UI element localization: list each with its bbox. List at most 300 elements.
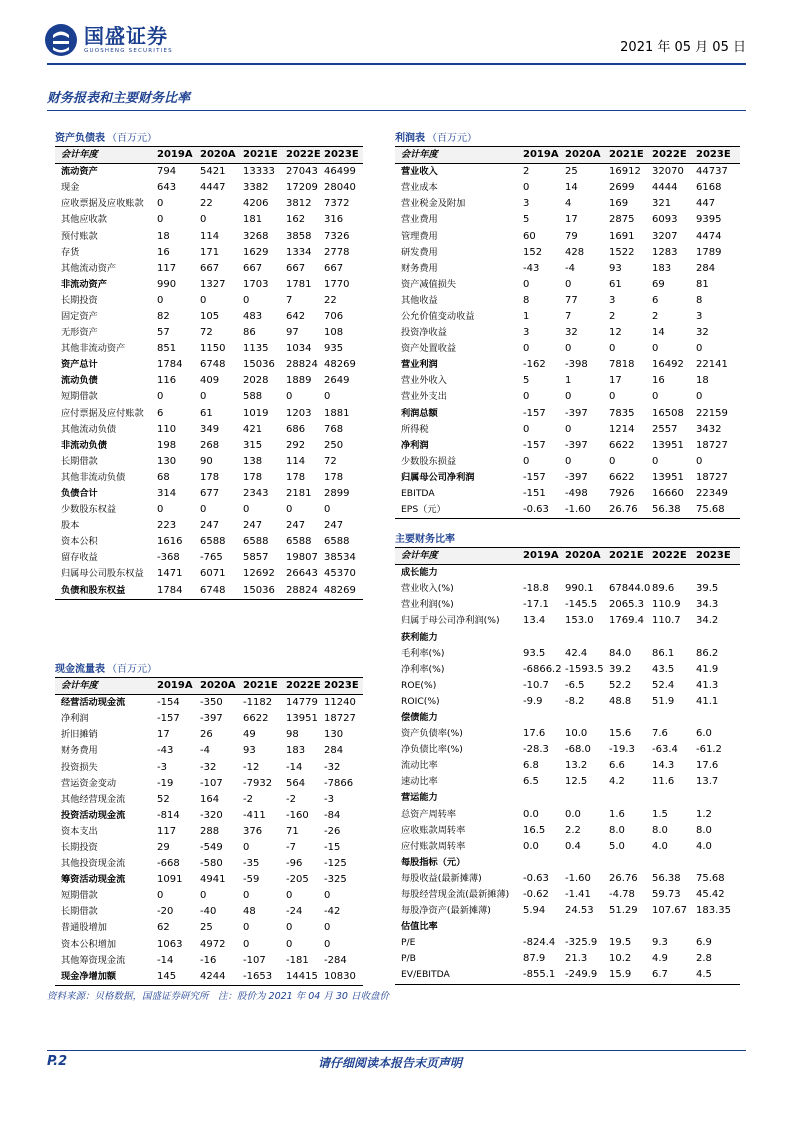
cell-value: -4 (565, 262, 575, 274)
cell-value: 667 (324, 262, 344, 274)
cell-value: 110.9 (652, 599, 681, 611)
cell-value: 81 (696, 278, 709, 290)
row-label: 投资净收益 (401, 327, 447, 339)
table-row (395, 212, 740, 228)
cell-value (523, 790, 565, 806)
cell-value: 98 (286, 729, 299, 741)
header-label: 会计年度 (395, 147, 523, 164)
cell-value (696, 710, 740, 726)
cell-value: 0 (523, 278, 530, 290)
cell-value: 117 (157, 825, 177, 837)
cell-value: 2 (523, 166, 530, 178)
cell-value: 247 (324, 520, 344, 532)
year-header: 2022E (652, 548, 696, 565)
cell-value: 4.2 (609, 776, 625, 788)
cell-value: 13951 (652, 471, 684, 483)
row-label: 营运能力 (401, 792, 438, 804)
cell-value: 0 (157, 214, 164, 226)
cell-value: 1784 (157, 583, 200, 600)
cell-value: 2778 (324, 246, 350, 258)
table-row (395, 935, 740, 951)
table-row (55, 454, 363, 470)
cell-value: 26 (200, 729, 213, 741)
row-label: 现金净增加额 (55, 969, 157, 986)
cell-value: -14 (157, 954, 174, 966)
table-row (395, 228, 740, 244)
cell-value (609, 710, 652, 726)
row-label: 负债合计 (61, 488, 98, 500)
cell-value: 667 (243, 262, 263, 274)
cell-value: 851 (157, 343, 177, 355)
table-row (55, 840, 363, 856)
cell-value (609, 629, 652, 645)
cell-value: 16912 (609, 166, 641, 178)
row-label: 营业费用 (401, 214, 438, 226)
table-row (55, 888, 363, 904)
cell-value: 0 (652, 343, 659, 355)
cell-value: 6622 (243, 713, 269, 725)
cell-value: 7372 (324, 198, 350, 210)
cell-value: 22141 (696, 359, 728, 371)
table-row (55, 550, 363, 566)
cell-value: 22 (200, 198, 213, 210)
row-label: 净利润 (401, 439, 429, 451)
cell-value: 316 (324, 214, 344, 226)
cell-value: 22349 (696, 488, 728, 500)
cell-value: 9.3 (652, 937, 668, 949)
header-label: 会计年度 (395, 548, 523, 565)
row-label: 财务费用 (401, 262, 438, 274)
cell-value: 4.9 (652, 953, 668, 965)
row-label: ROE(%) (401, 679, 437, 691)
year-header: 2019A (157, 678, 200, 695)
cell-value: 1781 (286, 278, 312, 290)
cell-value: 0 (157, 391, 164, 403)
row-label: 少数股东损益 (401, 455, 457, 467)
cell-value (652, 710, 696, 726)
table-row (55, 228, 363, 244)
table-row (55, 341, 363, 357)
cell-value: 41.1 (696, 695, 719, 707)
cell-value: 178 (243, 471, 263, 483)
cell-value: -1593.5 (565, 663, 604, 675)
cell-value: 1150 (200, 343, 226, 355)
cell-value: 0 (696, 343, 703, 355)
cell-value: -498 (565, 488, 588, 500)
cell-value: 3 (609, 294, 616, 306)
cell-value: 3207 (652, 230, 678, 242)
income-statement-table (395, 130, 740, 519)
cell-value: 1327 (200, 278, 226, 290)
cell-value: 0 (609, 343, 616, 355)
cell-value (523, 710, 565, 726)
cell-value: 183.35 (696, 905, 731, 917)
cell-value (609, 919, 652, 935)
row-label: 固定资产 (61, 310, 98, 322)
cell-value: 16.5 (523, 824, 546, 836)
row-label: 其他非流动负债 (61, 471, 126, 483)
row-label: 每股收益(最新摊薄) (401, 872, 482, 884)
table-row (55, 438, 363, 454)
row-label: 营业利润 (401, 359, 438, 371)
row-label: 每股经营现金流(最新摊薄) (401, 889, 510, 901)
cell-value: 0 (523, 423, 530, 435)
table-row (55, 824, 363, 840)
row-label: 其他投资现金流 (61, 858, 126, 870)
table-row (395, 293, 740, 309)
cell-value: 1135 (243, 343, 269, 355)
cell-value: 0 (565, 343, 572, 355)
cell-value: 86.2 (696, 647, 719, 659)
cell-value: 0 (565, 278, 572, 290)
header-divider (47, 63, 746, 65)
cell-value: 0 (286, 890, 293, 902)
row-label: P/E (401, 937, 416, 949)
row-label: ROIC(%) (401, 695, 440, 707)
row-label: 归属母公司股东权益 (61, 568, 144, 580)
logo-name-en: GUOSHENG SECURITIES (84, 48, 173, 54)
cell-value: 3268 (243, 230, 269, 242)
cell-value (609, 790, 652, 806)
row-label: 短期借款 (61, 890, 98, 902)
cell-value: 0 (157, 504, 164, 516)
cell-value: 51.29 (609, 905, 638, 917)
cell-value: 1691 (609, 230, 635, 242)
cell-value: 7.6 (652, 728, 668, 740)
cell-value: 12.5 (565, 776, 588, 788)
cell-value: -1.60 (565, 872, 591, 884)
cell-value: 2.8 (696, 953, 712, 965)
row-label: 资本公积 (61, 536, 98, 548)
cell-value: 6748 (200, 359, 226, 371)
table-row (395, 887, 740, 903)
row-label: 长期投资 (61, 841, 98, 853)
cell-value: 18727 (696, 471, 728, 483)
cell-value: 59.73 (652, 889, 681, 901)
cell-value: 16 (652, 375, 665, 387)
table-row (55, 920, 363, 936)
row-label: 每股净资产(最新摊薄) (401, 905, 491, 917)
cell-value: 0 (286, 922, 293, 934)
cell-value: 6.9 (696, 937, 712, 949)
cell-value: -2 (286, 793, 296, 805)
cell-value: 1.6 (609, 808, 625, 820)
table-unit: （百万元） (107, 664, 157, 675)
cell-value: -1.60 (565, 502, 609, 519)
cell-value: 2065.3 (609, 599, 644, 611)
cell-value: 7818 (609, 359, 635, 371)
row-label: 营业利润(%) (401, 599, 454, 611)
cell-value: 0 (200, 294, 207, 306)
cell-value: 57 (157, 327, 170, 339)
table-row (395, 245, 740, 261)
table-row (55, 164, 363, 181)
cell-value: 3432 (696, 423, 722, 435)
cell-value (565, 629, 609, 645)
cell-value: 6093 (652, 214, 678, 226)
table-row (55, 261, 363, 277)
cell-value: 0 (243, 504, 250, 516)
cell-value (696, 855, 740, 871)
cell-value: 1784 (157, 359, 183, 371)
cell-value: 1.2 (696, 808, 712, 820)
year-header: 2020A (200, 147, 243, 164)
row-label: 非流动资产 (61, 278, 107, 290)
cell-value: 198 (157, 439, 177, 451)
section-divider (47, 110, 746, 111)
cell-value: 288 (200, 825, 220, 837)
cell-value: 0 (609, 455, 616, 467)
cell-value: 3 (523, 327, 530, 339)
cell-value: 17 (565, 214, 578, 226)
cell-value: 108 (324, 327, 344, 339)
cell-value: 7835 (609, 407, 635, 419)
data-grid (55, 147, 363, 600)
cell-value: 14 (565, 182, 578, 194)
table-title (395, 531, 740, 548)
cell-value: -157 (523, 407, 546, 419)
cell-value: 32 (696, 327, 709, 339)
cell-value: -4.78 (609, 889, 635, 901)
cell-value: -1182 (243, 697, 273, 709)
cell-value: 21.3 (565, 953, 588, 965)
cell-value: 0 (324, 938, 331, 950)
cell-value: -181 (286, 954, 309, 966)
year-header: 2023E (324, 147, 363, 164)
table-row (55, 245, 363, 261)
row-label: 资本支出 (61, 825, 98, 837)
row-label: 估值比率 (401, 921, 438, 933)
cell-value: 26.76 (609, 502, 652, 519)
cell-value: 0 (157, 890, 164, 902)
cell-value: 28824 (286, 359, 318, 371)
cell-value: 6588 (286, 536, 312, 548)
cell-value: -580 (200, 858, 223, 870)
header-label: 会计年度 (55, 147, 157, 164)
cell-value: 0 (565, 423, 572, 435)
row-label: 净利率(%) (401, 663, 445, 675)
cell-value: 56.38 (652, 502, 696, 519)
table-row (395, 710, 740, 726)
cell-value (609, 855, 652, 871)
cell-value: 26643 (286, 568, 318, 580)
cell-value: 2028 (243, 375, 269, 387)
cell-value: 5.0 (609, 840, 625, 852)
data-grid (395, 548, 740, 985)
cell-value (652, 919, 696, 935)
cell-value: 93 (609, 262, 622, 274)
table-title (55, 661, 363, 678)
cell-value: -63.4 (652, 744, 678, 756)
row-label: 研发费用 (401, 246, 438, 258)
cell-value: 28824 (286, 583, 324, 600)
row-label: 其他经营现金流 (61, 793, 126, 805)
row-label: 负债和股东权益 (55, 583, 157, 600)
cell-value: -162 (523, 359, 546, 371)
table-row (55, 180, 363, 196)
cell-value: 0 (157, 294, 164, 306)
year-header: 2019A (523, 147, 565, 164)
table-row (395, 951, 740, 967)
table-row (55, 583, 363, 600)
cell-value: 27043 (286, 166, 318, 178)
table-row (395, 565, 740, 582)
row-label: 净利润 (61, 713, 89, 725)
cell-value: 79 (565, 230, 578, 242)
cell-value: 48.8 (609, 695, 632, 707)
cell-value: -350 (200, 697, 223, 709)
row-label: 营业外支出 (401, 391, 447, 403)
row-label: 预付账款 (61, 230, 98, 242)
cell-value: -84 (324, 809, 341, 821)
cell-value: 794 (157, 166, 177, 178)
cell-value: 117 (157, 262, 177, 274)
cell-value: 0 (243, 890, 250, 902)
row-label: 获利能力 (401, 631, 438, 643)
cell-value: 114 (286, 455, 306, 467)
cell-value: 114 (200, 230, 220, 242)
cell-value: 14 (652, 327, 665, 339)
cell-value: 6 (157, 407, 164, 419)
row-label: 股本 (61, 520, 80, 532)
cell-value: -151 (523, 488, 546, 500)
cell-value: 706 (324, 310, 344, 322)
cell-value: 483 (243, 310, 263, 322)
cell-value: 17.6 (523, 728, 546, 740)
cell-value: 28040 (324, 182, 356, 194)
cell-value: -411 (243, 809, 266, 821)
cell-value: 15036 (243, 583, 286, 600)
row-label: 其他筹资现金流 (61, 954, 126, 966)
cell-value: 223 (157, 520, 177, 532)
cell-value: 41.9 (696, 663, 719, 675)
cell-value: 6588 (243, 536, 269, 548)
cell-value: 152 (523, 246, 543, 258)
table-row (395, 855, 740, 871)
cell-value: 4 (565, 198, 572, 210)
cell-value: -284 (324, 954, 347, 966)
cell-value: -68.0 (565, 744, 591, 756)
cell-value (696, 790, 740, 806)
cell-value: 349 (200, 423, 220, 435)
row-label: 每股指标（元） (401, 856, 466, 868)
cell-value: 0 (565, 391, 572, 403)
cell-value: -59 (243, 874, 260, 886)
cell-value: 0 (324, 504, 331, 516)
cell-value: 71 (286, 825, 299, 837)
cell-value: 29 (157, 841, 170, 853)
cell-value: 0 (565, 455, 572, 467)
cell-value: 16 (157, 246, 170, 258)
cell-value: 7 (565, 310, 572, 322)
data-grid (55, 678, 363, 986)
row-label: 归属于母公司净利润(%) (401, 615, 500, 627)
table-row (55, 389, 363, 405)
row-label: 财务费用 (61, 745, 98, 757)
cell-value: 90 (200, 455, 213, 467)
row-label: 长期借款 (61, 455, 98, 467)
cell-value: 61 (200, 407, 213, 419)
cell-value: 1703 (243, 278, 269, 290)
cell-value: 1283 (652, 246, 678, 258)
cell-value: -2 (243, 793, 253, 805)
cell-value: 52.4 (652, 679, 675, 691)
cell-value: 110.7 (652, 615, 681, 627)
cell-value: 2649 (324, 375, 350, 387)
cell-value: 247 (286, 520, 306, 532)
cell-value: 183 (652, 262, 672, 274)
cell-value: 0 (523, 455, 530, 467)
cell-value: 250 (324, 439, 344, 451)
table-row (395, 422, 740, 438)
cell-value: 3 (523, 198, 530, 210)
cell-value: 564 (286, 777, 306, 789)
row-label: 流动负债 (61, 375, 98, 387)
table-row (395, 389, 740, 405)
cell-value: 22159 (696, 407, 728, 419)
cell-value: 409 (200, 375, 220, 387)
cell-value: 68 (157, 471, 170, 483)
cell-value: 935 (324, 343, 344, 355)
cell-value: 1 (565, 375, 572, 387)
cell-value (652, 629, 696, 645)
table-row (55, 727, 363, 743)
cell-value: 0 (200, 504, 207, 516)
cell-value (523, 629, 565, 645)
cell-value: 268 (200, 439, 220, 451)
cell-value: 4206 (243, 198, 269, 210)
cell-value: 84.0 (609, 647, 632, 659)
cell-value: -107 (200, 777, 223, 789)
cell-value: 0 (652, 455, 659, 467)
cell-value: 7926 (609, 488, 635, 500)
cell-value: -157 (523, 471, 546, 483)
cell-value: 16492 (652, 359, 684, 371)
cell-value: 0 (157, 198, 164, 210)
cell-value: 19.5 (609, 937, 632, 949)
cell-value: 284 (696, 262, 716, 274)
cell-value: 82 (157, 310, 170, 322)
table-row (395, 486, 740, 502)
year-header: 2019A (523, 548, 565, 565)
cell-value: 0 (609, 391, 616, 403)
cell-value: 13951 (652, 439, 684, 451)
cell-value: 3812 (286, 198, 312, 210)
cell-value: 171 (200, 246, 220, 258)
guosheng-logo-icon (44, 23, 78, 57)
cell-value: 990 (157, 278, 177, 290)
cell-value: 25 (200, 922, 213, 934)
cell-value: -26 (324, 825, 341, 837)
cell-value: 13951 (286, 713, 318, 725)
cell-value: -125 (324, 858, 347, 870)
table-row (55, 518, 363, 534)
row-label: 营业收入 (401, 166, 438, 178)
cell-value: 178 (324, 471, 344, 483)
cell-value: 3382 (243, 182, 269, 194)
row-label: 资产负债率(%) (401, 728, 463, 740)
cell-value: 13.7 (696, 776, 719, 788)
cell-value: 17 (157, 729, 170, 741)
cell-value: 0.0 (565, 808, 581, 820)
row-label: 资产总计 (61, 359, 98, 371)
table-header-row (395, 548, 740, 565)
cell-value: -61.2 (696, 744, 722, 756)
cell-value: 10.2 (609, 953, 632, 965)
cell-value: -549 (200, 841, 223, 853)
cell-value: -10.7 (523, 679, 549, 691)
row-label: 归属母公司净利润 (401, 471, 475, 483)
